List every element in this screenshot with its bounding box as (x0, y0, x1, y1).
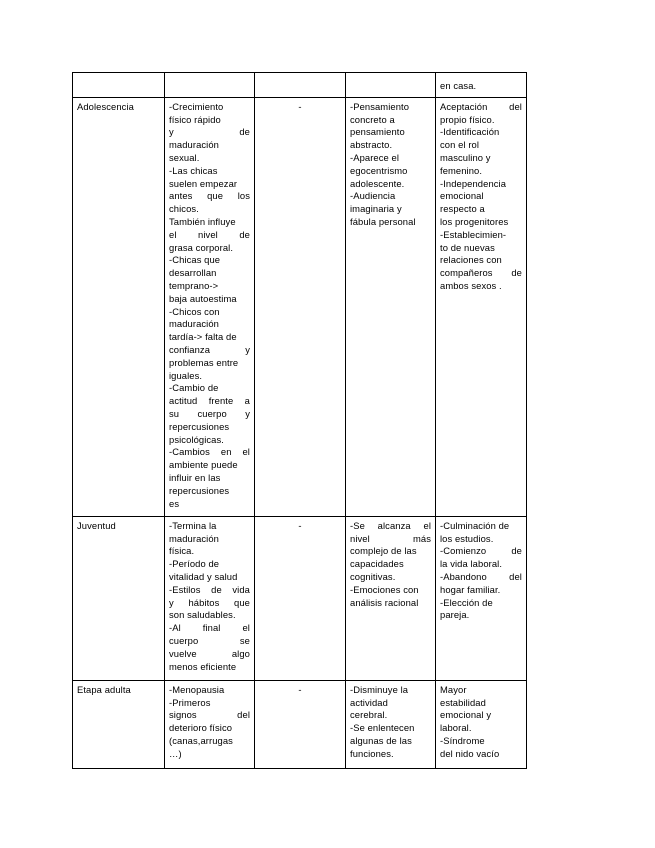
cell-line: vuelve algo (169, 647, 250, 659)
cell-empty (255, 73, 346, 98)
cell-line: problemas entre (169, 356, 239, 368)
cell-line: imaginaria y (350, 203, 402, 215)
cell-line: ambiente puede (169, 459, 238, 471)
cell-line: funciones. (350, 747, 394, 759)
cell-line: -Chicos con (169, 305, 220, 317)
cell-line: iguales. (169, 369, 203, 381)
cell-line: complejo de las (350, 545, 417, 557)
cell-line: -Culminación de (440, 519, 510, 531)
cell-line: -Se alcanza el (350, 519, 431, 531)
cell-line: emocional (440, 190, 484, 202)
cell-line: -Cambio de (169, 382, 219, 394)
cell-line: nivel más (350, 532, 431, 544)
cell-line: -Primeros (169, 696, 211, 708)
cell-line: actividad (350, 696, 388, 708)
cell-line: y de (169, 126, 250, 138)
cell-line: -Cambios en el (169, 446, 250, 458)
cognitive-cell (346, 516, 436, 680)
cell-line: es (169, 497, 180, 509)
cell-line: con el rol (440, 139, 480, 151)
cognitive-cell (346, 97, 436, 516)
cell-line: -Termina la (169, 519, 217, 531)
cell-line: menos eficiente (169, 660, 237, 672)
table-row-juventud (73, 516, 527, 680)
cell-line: maduración (169, 139, 219, 151)
cell-line: pensamiento (350, 126, 405, 138)
physical-cell (165, 516, 255, 680)
cell-continuation-text (436, 73, 527, 98)
empty-dash-cell (255, 680, 346, 768)
cell-line: son saludables. (169, 609, 236, 621)
cell-line: -Síndrome (440, 734, 485, 746)
cell-line: respecto a (440, 203, 485, 215)
cell-line: laboral. (440, 722, 472, 734)
cell-line: -Aparece el (350, 151, 400, 163)
cell-line: vitalidad y salud (169, 570, 238, 582)
cell-line: -Se enlentecen (350, 722, 415, 734)
cell-line: -Al final el (169, 622, 250, 634)
cell-line: -Identificación (440, 126, 500, 138)
cell-line: antes que los (169, 190, 250, 202)
cell-line: cerebral. (350, 709, 388, 721)
cell-line: maduración (169, 532, 219, 544)
dash-text: - (298, 100, 302, 112)
cell-line: También influye (169, 215, 236, 227)
stage-label-text: Juventud (77, 519, 116, 531)
cell-line: los estudios. (440, 532, 494, 544)
cell-line: maduración (169, 318, 219, 330)
cell-line: sexual. (169, 151, 200, 163)
cell-line: egocentrismo (350, 164, 408, 176)
cell-line: ambos sexos . (440, 279, 502, 291)
cell-line: -Elección de (440, 596, 493, 608)
cell-line: psicológicas. (169, 433, 224, 445)
cell-line: relaciones con (440, 254, 502, 266)
cognitive-cell (346, 680, 436, 768)
cell-line: del nido vacío (440, 747, 500, 759)
development-stages-table (72, 72, 527, 769)
cell-line: el nivel de (169, 228, 250, 240)
cell-line: algunas de las (350, 734, 412, 746)
cell-line: física. (169, 545, 195, 557)
cell-line: suelen empezar (169, 177, 238, 189)
cell-line: hogar familiar. (440, 583, 501, 595)
cell-text: en casa. (440, 80, 477, 91)
cell-line: adolescente. (350, 177, 405, 189)
cell-line: abstracto. (350, 139, 393, 151)
cell-line: repercusiones (169, 420, 230, 432)
stage-label-text: Etapa adulta (77, 683, 131, 695)
physical-cell (165, 680, 255, 768)
cell-line: -Crecimiento (169, 100, 224, 112)
cell-line: -Las chicas (169, 164, 218, 176)
cell-line: -Independencia (440, 177, 507, 189)
cell-line: chicos. (169, 203, 199, 215)
dash-text: - (298, 519, 302, 531)
cell-line: -Audiencia (350, 190, 396, 202)
cell-line: deterioro físico (169, 722, 233, 734)
table-row-adolescencia (73, 97, 527, 516)
cell-line: los progenitores (440, 215, 509, 227)
cell-line: compañeros de (440, 267, 522, 279)
empty-dash-cell (255, 516, 346, 680)
cell-line: estabilidad (440, 696, 486, 708)
cell-line: capacidades (350, 558, 404, 570)
cell-line: -Menopausia (169, 683, 225, 695)
cell-line: su cuerpo y (169, 407, 250, 419)
cell-line: emocional y (440, 709, 492, 721)
cell-line: -Comienzo de (440, 545, 522, 557)
empty-dash-cell (255, 97, 346, 516)
cell-line: -Período de (169, 558, 220, 570)
cell-line: -Establecimien- (440, 228, 507, 240)
cell-line: femenino. (440, 164, 483, 176)
cell-line: análisis racional (350, 596, 419, 608)
cell-empty (346, 73, 436, 98)
social-cell (436, 680, 527, 768)
stage-label (73, 97, 165, 516)
cell-line: desarrollan (169, 267, 217, 279)
cell-line: -Abandono del (440, 570, 522, 582)
physical-cell (165, 97, 255, 516)
cell-line: -Estilos de vida (169, 583, 250, 595)
cell-line: fábula personal (350, 215, 416, 227)
cell-line: confianza y (169, 343, 250, 355)
cell-line: -Pensamiento (350, 100, 410, 112)
table-row-continuation (73, 73, 527, 98)
cell-line: concreto a (350, 113, 395, 125)
cell-line: tardía-> falta de (169, 331, 237, 343)
dash-text: - (298, 683, 302, 695)
cell-line: -Chicas que (169, 254, 221, 266)
cell-line: cognitivas. (350, 570, 396, 582)
stage-label (73, 516, 165, 680)
cell-line: to de nuevas (440, 241, 495, 253)
cell-line: -Emociones con (350, 583, 419, 595)
stage-label (73, 680, 165, 768)
cell-line: signos del (169, 709, 250, 721)
cell-line: temprano-> (169, 279, 219, 291)
cell-line: influir en las (169, 471, 221, 483)
cell-line: y hábitos que (169, 596, 250, 608)
cell-line: cuerpo se (169, 634, 250, 646)
cell-empty (73, 73, 165, 98)
cell-line: …) (169, 747, 182, 759)
cell-line: baja autoestima (169, 292, 237, 304)
table-row-etapa-adulta (73, 680, 527, 768)
cell-line: propio físico. (440, 113, 495, 125)
cell-line: actitud frente a (169, 395, 250, 407)
cell-line: grasa corporal. (169, 241, 234, 253)
cell-line: físico rápido (169, 113, 221, 125)
cell-line: Aceptación del (440, 100, 522, 112)
stage-label-text: Adolescencia (77, 100, 134, 112)
cell-line: pareja. (440, 609, 470, 621)
cell-line: masculino y (440, 151, 491, 163)
cell-line: -Disminuye la (350, 683, 409, 695)
social-cell (436, 97, 527, 516)
social-cell (436, 516, 527, 680)
cell-line: (canas,arrugas (169, 734, 233, 746)
cell-line: la vida laboral. (440, 558, 503, 570)
cell-empty (165, 73, 255, 98)
cell-line: repercusiones (169, 484, 230, 496)
cell-line: Mayor (440, 683, 467, 695)
